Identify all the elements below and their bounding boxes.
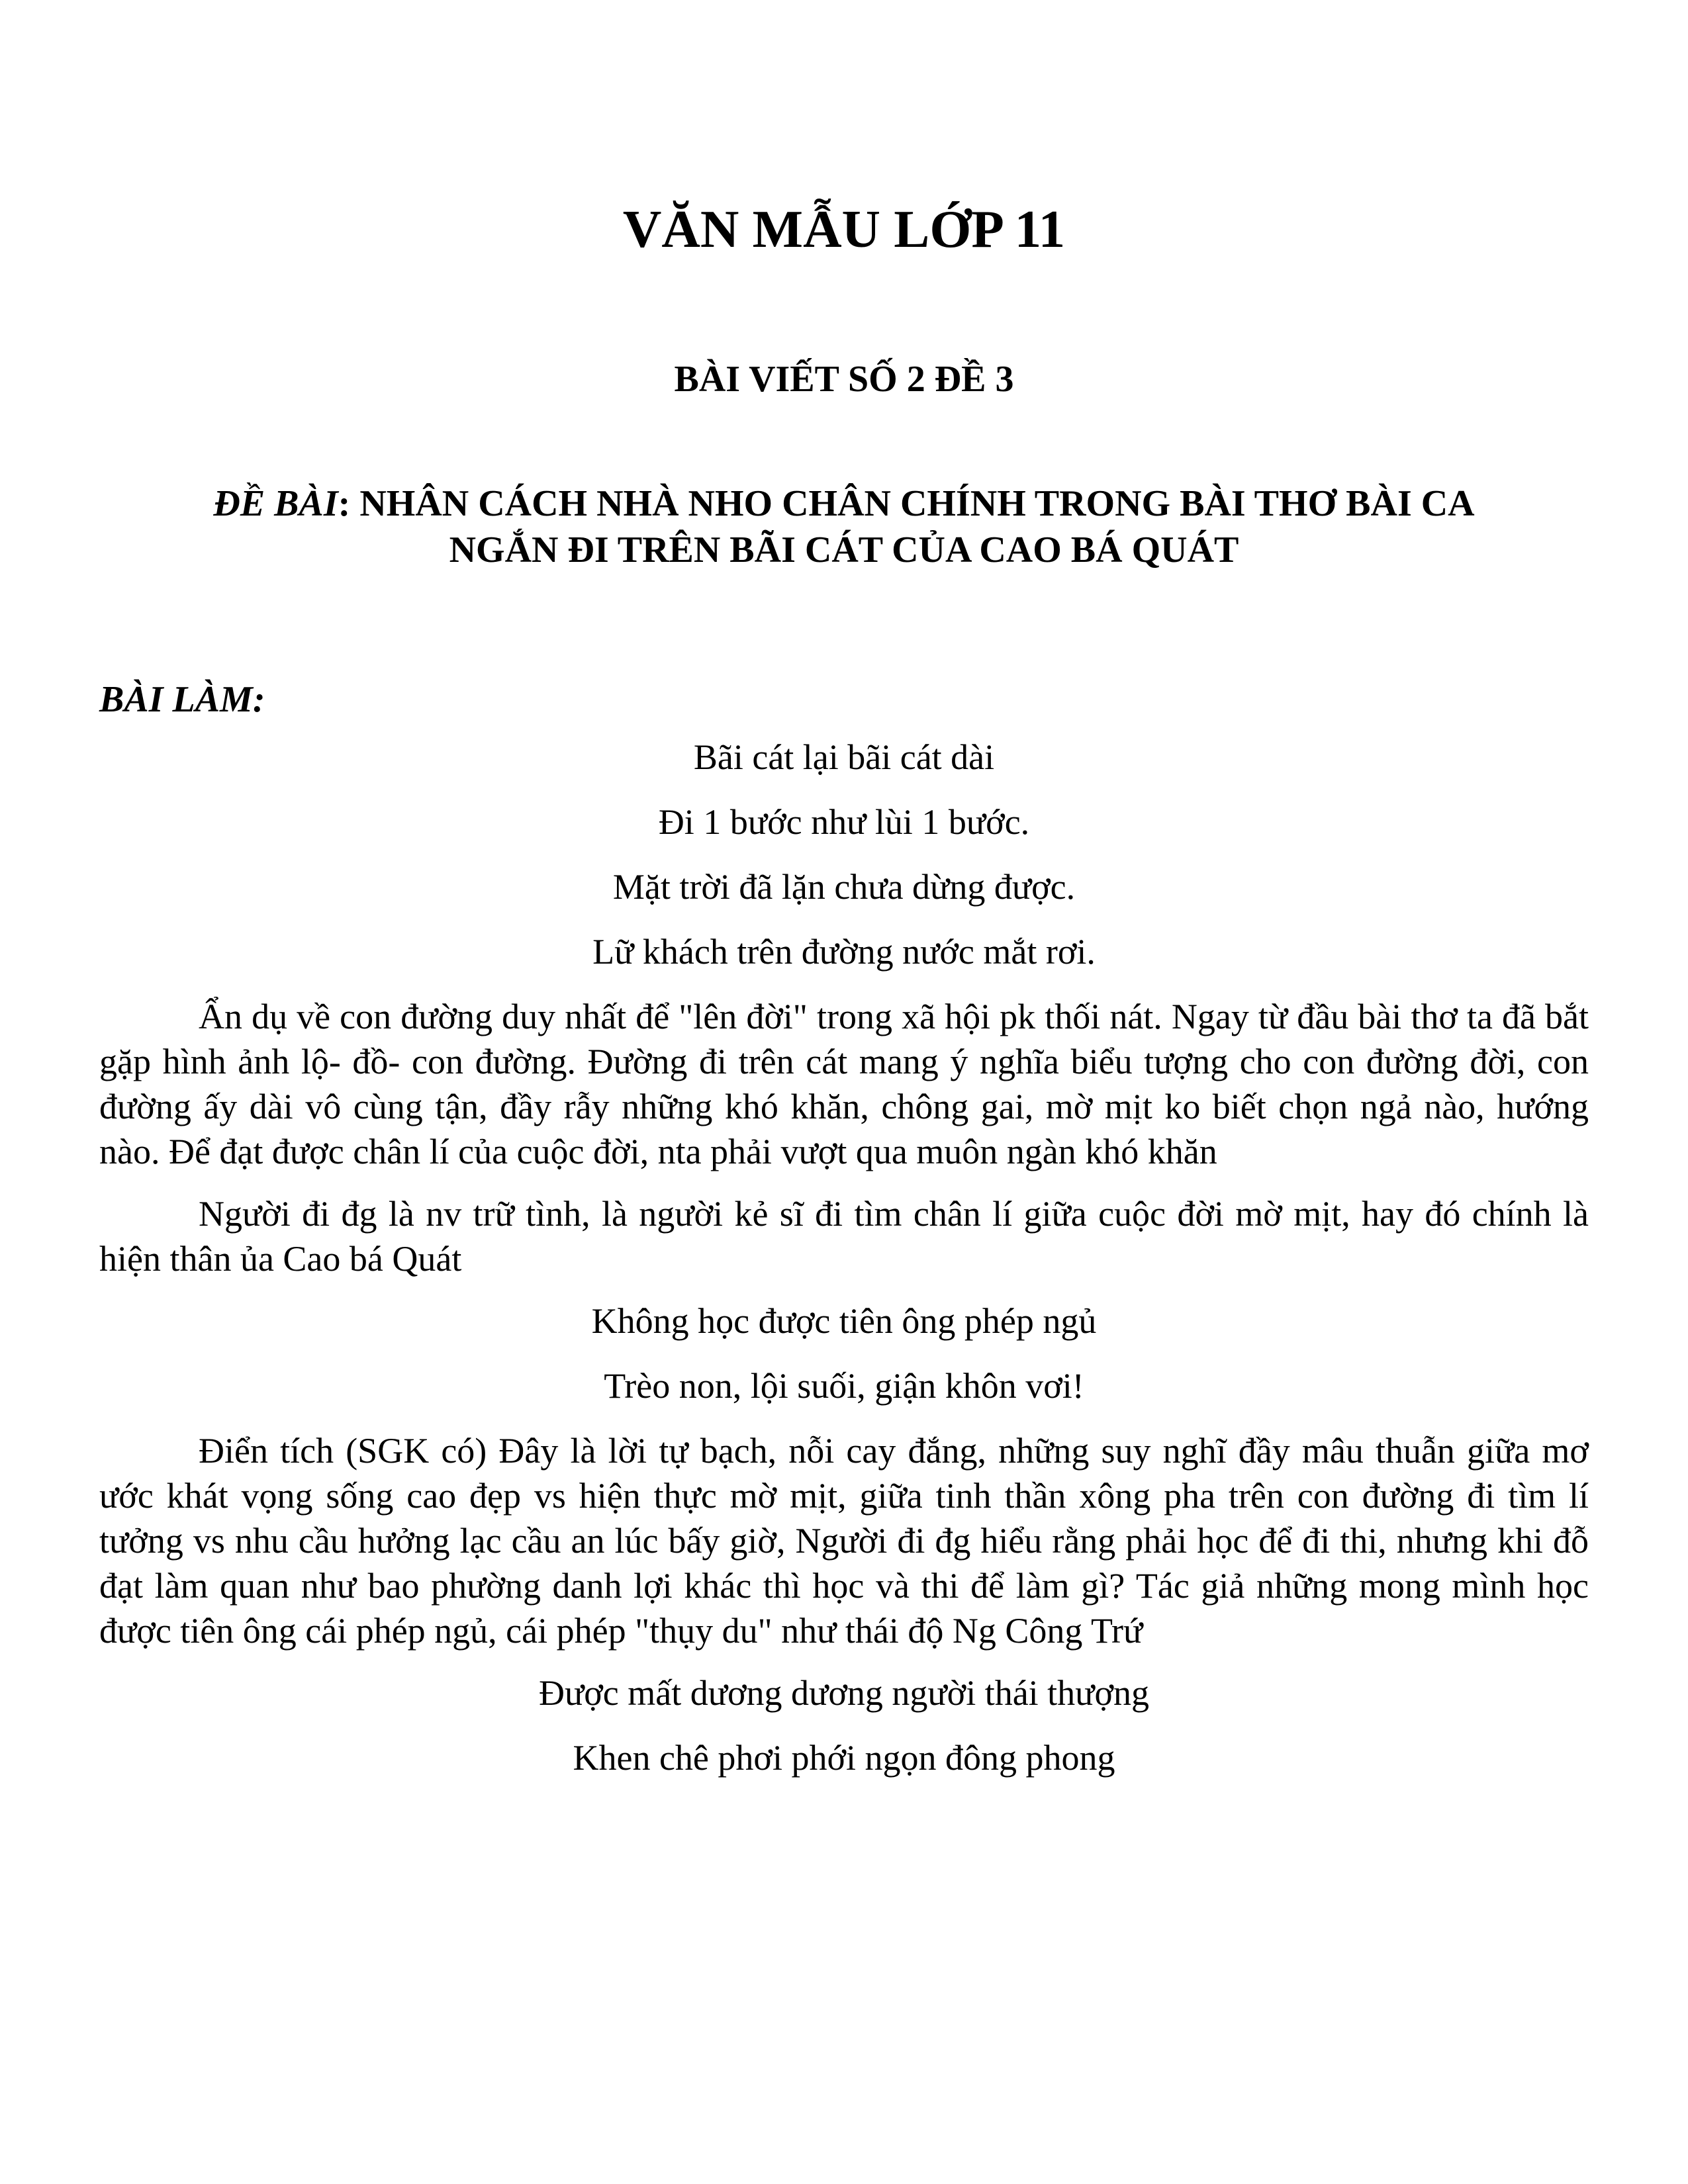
verse-line: Khen chê phơi phới ngọn đông phong (573, 1738, 1115, 1778)
prompt-colon: : (338, 483, 351, 524)
prompt-label: ĐỀ BÀI (213, 483, 338, 524)
prompt-line-2: NGẮN ĐI TRÊN BÃI CÁT CỦA CAO BÁ QUÁT (449, 529, 1239, 570)
paragraph: Người đi đg là nv trữ tình, là người kẻ sĩ đi tìm chân lí giữa cuộc đời mờ mịt, hay đó chính là hiện thân ủa Cao bá Quát (99, 1194, 1589, 1279)
essay-prompt (99, 480, 1589, 573)
verse-line: Đi 1 bước như lùi 1 bước. (658, 802, 1030, 842)
paragraph: Điển tích (SGK có) Đây là lời tự bạch, nỗi cay đắng, những suy nghĩ đầy mâu thuẫn giữa mơ ước khát vọng sống cao đẹp vs hiện thực mờ mịt, giữa tinh thần xông pha trên con đường đi tìm lí tưởng vs nhu cầu hưởng lạc cầu an lúc bấy giờ, Người đi đg hiểu rằng phải học để đi thi, nhưng khi đỗ đạt làm quan như bao phường danh lợi khác thì học và thi để làm gì? Tác giả những mong mình học được tiên ông cái phép ngủ, cái phép "thụy du" như thái độ Ng Công Trứ (99, 1431, 1589, 1651)
answer-label: BÀI LÀM: (99, 679, 265, 720)
verse-line: Bãi cát lại bãi cát dài (693, 737, 995, 777)
verse-line: Trèo non, lội suối, giận khôn vơi! (604, 1366, 1084, 1406)
essay-body (99, 735, 1589, 1800)
verse-line: Lữ khách trên đường nước mắt rơi. (592, 932, 1096, 972)
paragraph: Ẩn dụ về con đường duy nhất để "lên đời" trong xã hội pk thối nát. Ngay từ đầu bài thơ ta đã bắt gặp hình ảnh lộ- đồ- con đường. Đường đi trên cát mang ý nghĩa biểu tượng cho con đường đời, con đường ấy dài vô cùng tận, đầy rẫy những khó khăn, chông gai, mờ mịt ko biết chọn ngả nào, hướng nào. Để đạt được chân lí của cuộc đời, nta phải vượt qua muôn ngàn khó khăn (99, 997, 1589, 1171)
verse-line: Được mất dương dương người thái thượng (538, 1673, 1150, 1713)
verse-line: Không học được tiên ông phép ngủ (591, 1301, 1097, 1341)
document-title: VĂN MẪU LỚP 11 (622, 199, 1066, 259)
prompt-line-1: NHÂN CÁCH NHÀ NHO CHÂN CHÍNH TRONG BÀI THƠ BÀI CA (350, 483, 1475, 524)
document-subtitle: BÀI VIẾT SỐ 2 ĐỀ 3 (674, 359, 1014, 400)
document-page (99, 0, 1589, 2184)
verse-line: Mặt trời đã lặn chưa dừng được. (612, 867, 1076, 907)
